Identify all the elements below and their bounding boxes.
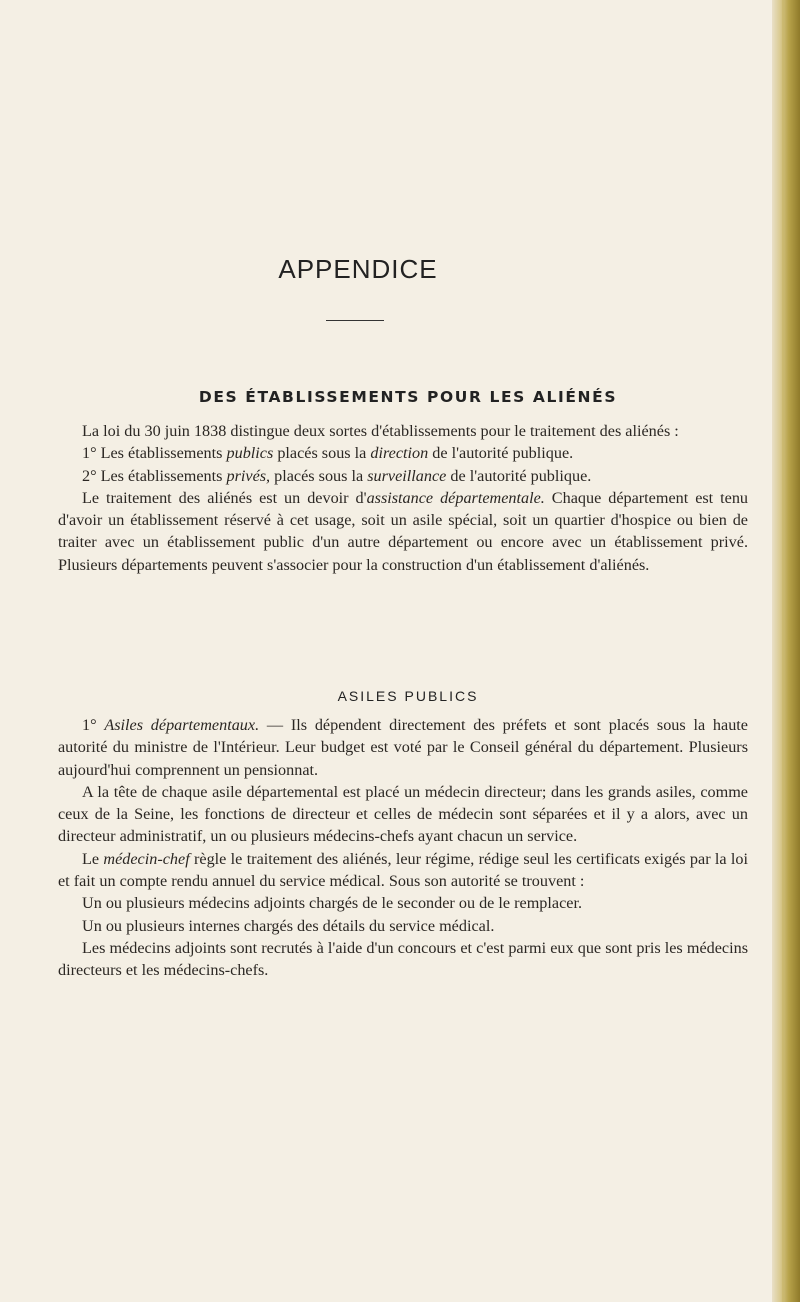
intro-block bbox=[58, 420, 748, 576]
asiles-paragraph-6: Les médecins adjoints sont recrutés à l'aide d'un concours et c'est parmi eux que sont pris les médecins directeurs et les médecins-chefs. bbox=[58, 938, 748, 980]
asiles-paragraph-1: 1° Asiles départementaux. — Ils dépendent directement des préfets et sont placés sous la haute autorité du ministre de l'Intérieur. Leur budget est voté par le Conseil général du département. Plusieurs aujourd'hui comprennent un pensionnat. bbox=[58, 716, 748, 779]
asiles-paragraph-5: Un ou plusieurs internes chargés des détails du service médical. bbox=[82, 916, 495, 935]
asiles-block bbox=[58, 714, 748, 982]
asiles-paragraph-4: Un ou plusieurs médecins adjoints chargés de le seconder ou de le remplacer. bbox=[82, 894, 583, 913]
title-divider bbox=[326, 320, 384, 321]
asiles-paragraph-2: A la tête de chaque asile départemental est placé un médecin directeur; dans les grands asiles, comme ceux de la Seine, les fonctions de directeur et celles de médecin sont séparées et il y a alors, avec un directeur administratif, un ou plusieurs médecins-chefs ayant chacun un service. bbox=[58, 782, 748, 846]
intro-paragraph-4: Le traitement des aliénés est un devoir d'assistance départementale. Chaque département est tenu d'avoir un établissement réservé à cet usage, soit un asile spécial, soit un quartier d'hospice ou bien de traiter avec un établissement public d'un autre département ou encore avec un établissement privé. Plusieurs départements peuvent s'associer pour la construction d'un établissement d'aliénés. bbox=[58, 488, 749, 574]
page-edge-decoration bbox=[772, 0, 800, 1302]
page-title: APPENDICE bbox=[278, 254, 438, 284]
section-heading: ASILES PUBLICS bbox=[337, 688, 479, 704]
intro-paragraph-2: 1° Les établissements publics placés sous la direction de l'autorité publique. bbox=[82, 444, 574, 463]
intro-paragraph-1: La loi du 30 juin 1838 distingue deux sortes d'établissements pour le traitement des aliénés : bbox=[82, 422, 679, 440]
section-subtitle: DES ÉTABLISSEMENTS POUR LES ALIÉNÉS bbox=[198, 388, 618, 406]
intro-paragraph-3: 2° Les établissements privés, placés sous la surveillance de l'autorité publique. bbox=[82, 466, 592, 485]
asiles-paragraph-3: Le médecin-chef règle le traitement des aliénés, leur régime, rédige seul les certificats exigés par la loi et fait un compte rendu annuel du service médical. Sous son autorité se trouvent : bbox=[58, 849, 749, 891]
